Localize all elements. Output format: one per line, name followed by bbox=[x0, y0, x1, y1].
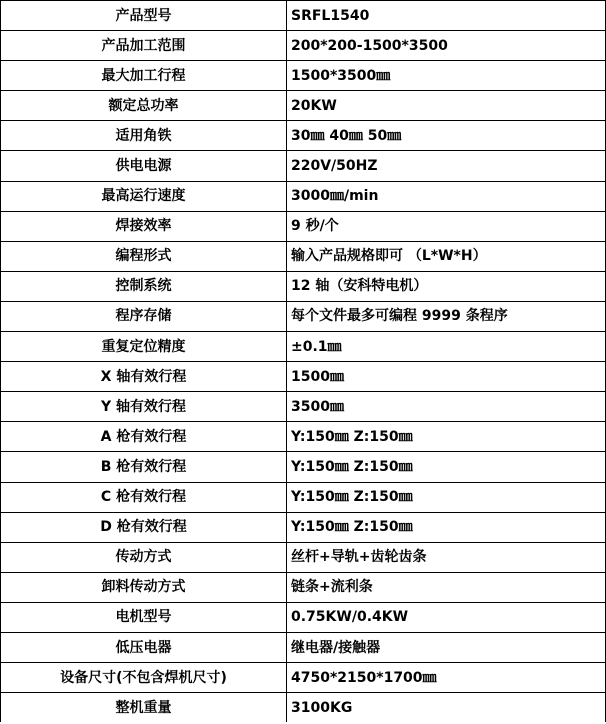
row-label: B 枪有效行程 bbox=[1, 452, 287, 482]
row-value: 20KW bbox=[287, 91, 606, 121]
row-value: 继电器/接触器 bbox=[287, 632, 606, 662]
table-row bbox=[1, 663, 606, 693]
row-value: 9 秒/个 bbox=[287, 211, 606, 241]
row-value: Y:150㎜ Z:150㎜ bbox=[287, 482, 606, 512]
row-value: 每个文件最多可编程 9999 条程序 bbox=[287, 301, 606, 331]
table-row bbox=[1, 693, 606, 723]
row-label: 供电电源 bbox=[1, 151, 287, 181]
table-row bbox=[1, 91, 606, 121]
table-row bbox=[1, 301, 606, 331]
row-label: 最高运行速度 bbox=[1, 181, 287, 211]
row-value: 4750*2150*1700㎜ bbox=[287, 663, 606, 693]
table-row bbox=[1, 632, 606, 662]
row-value: 30㎜ 40㎜ 50㎜ bbox=[287, 121, 606, 151]
row-value: Y:150㎜ Z:150㎜ bbox=[287, 422, 606, 452]
row-value: 1500㎜ bbox=[287, 362, 606, 392]
table-row bbox=[1, 211, 606, 241]
row-label: 整机重量 bbox=[1, 693, 287, 723]
row-value: Y:150㎜ Z:150㎜ bbox=[287, 512, 606, 542]
table-row bbox=[1, 151, 606, 181]
row-label: 程序存储 bbox=[1, 301, 287, 331]
row-value: 3500㎜ bbox=[287, 392, 606, 422]
row-label: 控制系统 bbox=[1, 271, 287, 301]
row-label: X 轴有效行程 bbox=[1, 362, 287, 392]
row-label: 电机型号 bbox=[1, 602, 287, 632]
row-value: ±0.1㎜ bbox=[287, 332, 606, 362]
row-label: 编程形式 bbox=[1, 241, 287, 271]
row-label: 设备尺寸(不包含焊机尺寸) bbox=[1, 663, 287, 693]
row-label: 最大加工行程 bbox=[1, 61, 287, 91]
row-value: 0.75KW/0.4KW bbox=[287, 602, 606, 632]
table-row bbox=[1, 362, 606, 392]
table-row bbox=[1, 602, 606, 632]
row-value: Y:150㎜ Z:150㎜ bbox=[287, 452, 606, 482]
table-row bbox=[1, 31, 606, 61]
table-row bbox=[1, 482, 606, 512]
row-label: 低压电器 bbox=[1, 632, 287, 662]
row-value: 输入产品规格即可 （L*W*H） bbox=[287, 241, 606, 271]
row-label: 重复定位精度 bbox=[1, 332, 287, 362]
row-value: 200*200-1500*3500 bbox=[287, 31, 606, 61]
table-row bbox=[1, 241, 606, 271]
row-label: 焊接效率 bbox=[1, 211, 287, 241]
table-row bbox=[1, 271, 606, 301]
row-label: D 枪有效行程 bbox=[1, 512, 287, 542]
table-row bbox=[1, 542, 606, 572]
row-value: 1500*3500㎜ bbox=[287, 61, 606, 91]
row-label: 传动方式 bbox=[1, 542, 287, 572]
table-row bbox=[1, 572, 606, 602]
table-row bbox=[1, 61, 606, 91]
row-value: 12 轴（安科特电机） bbox=[287, 271, 606, 301]
table-row bbox=[1, 332, 606, 362]
row-value: 3100KG bbox=[287, 693, 606, 723]
table-row bbox=[1, 422, 606, 452]
row-value: SRFL1540 bbox=[287, 1, 606, 31]
table-row bbox=[1, 181, 606, 211]
table-row bbox=[1, 512, 606, 542]
row-label: C 枪有效行程 bbox=[1, 482, 287, 512]
row-label: Y 轴有效行程 bbox=[1, 392, 287, 422]
table-row bbox=[1, 1, 606, 31]
row-label: A 枪有效行程 bbox=[1, 422, 287, 452]
table-row bbox=[1, 392, 606, 422]
row-label: 产品加工范围 bbox=[1, 31, 287, 61]
row-value: 丝杆+导轨+齿轮齿条 bbox=[287, 542, 606, 572]
row-label: 产品型号 bbox=[1, 1, 287, 31]
row-label: 额定总功率 bbox=[1, 91, 287, 121]
row-label: 适用角铁 bbox=[1, 121, 287, 151]
row-value: 220V/50HZ bbox=[287, 151, 606, 181]
table-row bbox=[1, 121, 606, 151]
row-value: 链条+流利条 bbox=[287, 572, 606, 602]
row-value: 3000㎜/min bbox=[287, 181, 606, 211]
row-label: 卸料传动方式 bbox=[1, 572, 287, 602]
table-row bbox=[1, 452, 606, 482]
